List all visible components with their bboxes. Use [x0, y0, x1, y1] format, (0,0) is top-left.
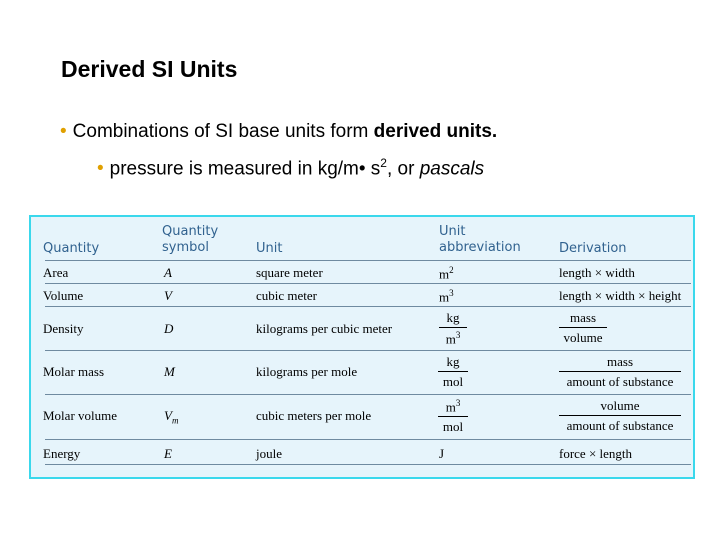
molar-volume-symbol-base: V [164, 408, 172, 423]
molar-mass-unit: kilograms per mole [256, 364, 358, 379]
molar-volume-symbol [164, 408, 178, 426]
row-divider [45, 283, 691, 284]
molar-mass-abbr-fraction [438, 354, 468, 390]
area-abbr [439, 265, 454, 282]
density-abbr-fraction [439, 310, 467, 347]
area-abbr-base: m [439, 266, 450, 282]
bullet2-sup: 2 [380, 156, 387, 170]
molar-mass-symbol: M [164, 364, 175, 379]
header-quantity: Quantity [43, 241, 100, 256]
volume-symbol: V [164, 288, 172, 303]
density-abbr-den-base: m [445, 331, 456, 347]
molar-volume-abbr-num-sup: 3 [455, 398, 461, 408]
molar-volume-abbr-den: mol [442, 419, 464, 435]
molar-volume-symbol-sub: m [171, 415, 179, 426]
derived-units-table [29, 215, 695, 479]
energy-derivation: force × length [559, 446, 633, 461]
volume-abbr-base: m [439, 289, 450, 305]
bullet-derived-units [60, 121, 497, 143]
energy-quantity: Energy [43, 446, 81, 461]
density-der-den: volume [563, 330, 603, 345]
density-abbr-num: kg [439, 310, 467, 328]
volume-abbr-sup: 3 [449, 288, 454, 298]
molar-volume-der-num: volume [559, 398, 681, 416]
volume-derivation: length × width × height [559, 288, 682, 303]
bullet-pressure [97, 156, 484, 180]
bullet2-middle: , or [386, 158, 420, 180]
row-divider [45, 439, 691, 440]
bullet1-bold: derived units. [373, 121, 498, 142]
molar-volume-abbr-fraction [438, 398, 468, 435]
volume-abbr [439, 288, 454, 305]
molar-mass-quantity: Molar mass [43, 364, 105, 379]
bullet-dot-icon: • [60, 121, 67, 142]
bullet-dot-icon: • [97, 158, 104, 180]
energy-unit: joule [256, 446, 282, 461]
density-quantity: Density [43, 321, 84, 336]
volume-quantity: Volume [43, 288, 84, 303]
header-abbr-line1: Unit [439, 224, 466, 239]
header-derivation: Derivation [559, 241, 627, 256]
molar-volume-quantity: Molar volume [43, 408, 118, 423]
molar-mass-abbr-num: kg [438, 354, 468, 372]
header-symbol-line1: Quantity [162, 224, 219, 239]
density-abbr-den [439, 328, 467, 347]
bullet2-italic: pascals [419, 158, 485, 180]
header-quantity-symbol [162, 224, 218, 256]
energy-symbol: E [164, 446, 172, 461]
row-divider [45, 394, 691, 395]
molar-mass-der-num: mass [559, 354, 681, 372]
row-divider [45, 260, 691, 261]
area-unit: square meter [256, 265, 323, 280]
header-symbol-line2: symbol [162, 240, 209, 255]
header-unit: Unit [256, 241, 283, 256]
density-derivation-fraction [559, 310, 607, 346]
molar-mass-derivation-fraction [559, 354, 681, 390]
area-derivation: length × width [559, 265, 635, 280]
area-quantity: Area [43, 265, 69, 280]
molar-volume-der-den: amount of substance [566, 418, 674, 433]
molar-mass-abbr-den: mol [442, 374, 464, 389]
density-symbol: D [164, 321, 174, 336]
row-divider [45, 306, 691, 307]
row-divider [45, 464, 691, 465]
header-unit-abbreviation [439, 224, 521, 256]
molar-volume-abbr-num [438, 398, 468, 417]
density-abbr-den-sup: 3 [455, 330, 461, 340]
molar-volume-unit: cubic meters per mole [256, 408, 372, 423]
header-abbr-line2: abbreviation [439, 240, 521, 255]
bullet2-text: pressure is measured in kg/m• s [109, 158, 381, 180]
energy-abbr: J [439, 446, 445, 461]
area-symbol: A [164, 265, 172, 280]
density-unit: kilograms per cubic meter [256, 321, 393, 336]
slide-title: Derived SI Units [61, 56, 238, 82]
bullet1-text: Combinations of SI base units form [72, 121, 374, 142]
molar-mass-der-den: amount of substance [566, 374, 674, 389]
area-abbr-sup: 2 [449, 265, 454, 275]
molar-volume-derivation-fraction [559, 398, 681, 434]
molar-volume-abbr-num-base: m [445, 399, 456, 415]
volume-unit: cubic meter [256, 288, 317, 303]
row-divider [45, 350, 691, 351]
density-der-num: mass [559, 310, 607, 328]
